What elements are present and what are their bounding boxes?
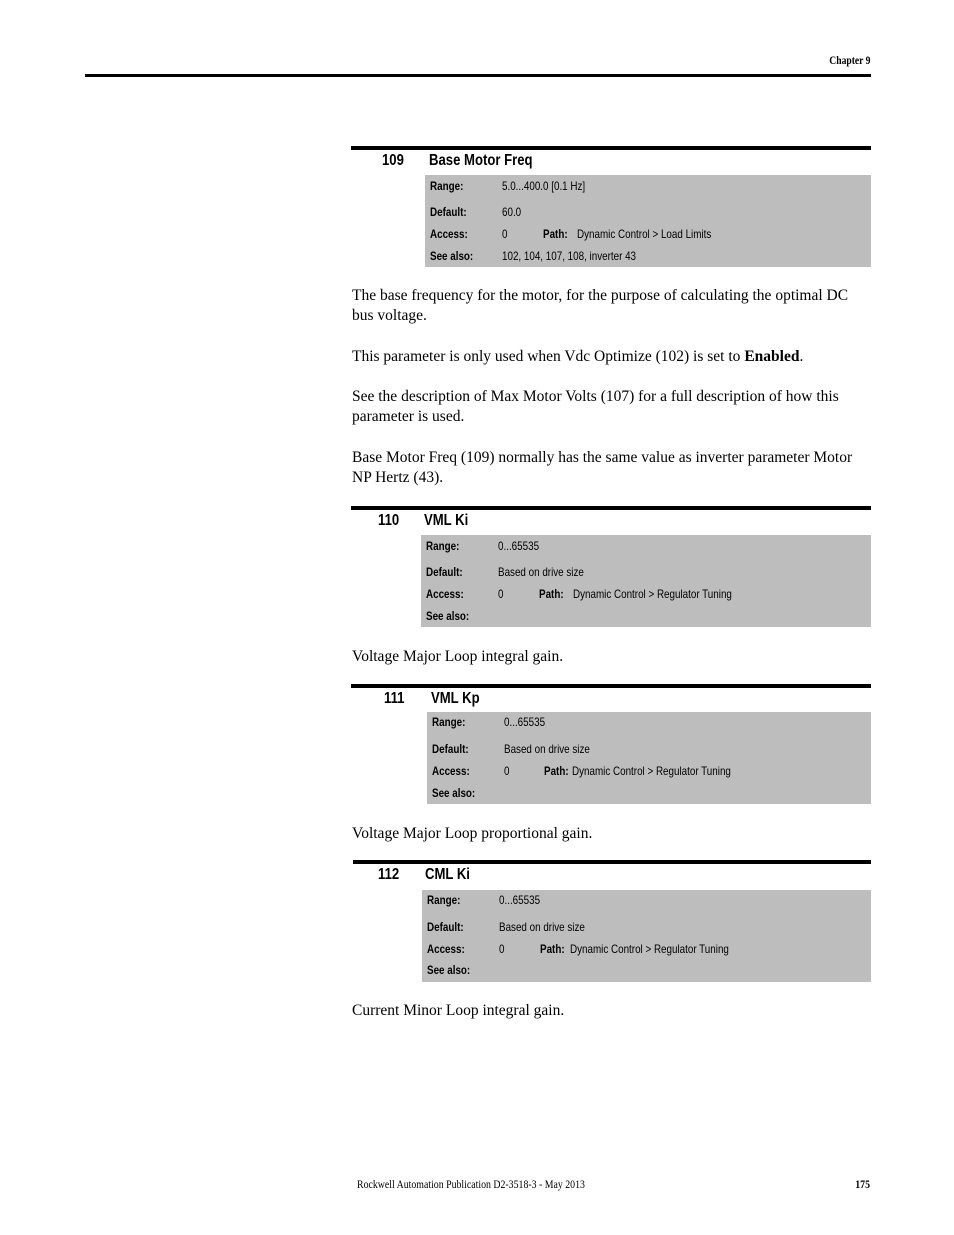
range-label: Range: — [427, 893, 461, 907]
description-paragraph: Voltage Major Loop proportional gain. — [352, 825, 593, 842]
path-value: Dynamic Control > Regulator Tuning — [570, 942, 729, 956]
param-number: 109 — [382, 152, 404, 169]
path-label: Path: — [544, 764, 569, 778]
default-label: Default: — [430, 205, 467, 219]
description-paragraph — [352, 347, 872, 367]
default-value: Based on drive size — [504, 742, 590, 756]
param-112-block — [353, 860, 871, 977]
param-109-block — [351, 146, 871, 263]
range-value: 0...65535 — [499, 893, 541, 907]
param-number: 110 — [378, 512, 400, 529]
description-paragraph: See the description of Max Motor Volts (107) for a full description of how this parameter is used. — [352, 388, 839, 425]
param-info-box — [421, 535, 871, 627]
see-also-label: See also: — [426, 609, 470, 623]
access-label: Access: — [430, 227, 468, 241]
header-rule — [85, 74, 871, 77]
see-also-label: See also: — [427, 963, 471, 977]
range-label: Range: — [432, 715, 466, 729]
access-label: Access: — [427, 942, 465, 956]
param-title: CML Ki — [425, 866, 470, 883]
param-110-block — [351, 506, 871, 623]
range-value: 0...65535 — [504, 715, 546, 729]
path-label: Path: — [540, 942, 565, 956]
path-label: Path: — [543, 227, 568, 241]
access-value: 0 — [499, 942, 505, 956]
range-value: 5.0...400.0 [0.1 Hz] — [502, 179, 586, 193]
see-also-value: 102, 104, 107, 108, inverter 43 — [502, 249, 637, 263]
path-label: Path: — [539, 587, 564, 601]
description-paragraph: The base frequency for the motor, for the purpose of calculating the optimal DC bus voltage. — [352, 287, 849, 324]
description-text: This parameter is only used when Vdc Optimize (102) is set to — [352, 348, 745, 365]
range-label: Range: — [430, 179, 464, 193]
param-number: 111 — [384, 690, 405, 707]
see-also-label: See also: — [430, 249, 474, 263]
description-paragraph: Voltage Major Loop integral gain. — [352, 648, 564, 665]
range-value: 0...65535 — [498, 539, 540, 553]
default-label: Default: — [432, 742, 469, 756]
default-value: Based on drive size — [499, 920, 585, 934]
param-info-box — [422, 890, 871, 982]
default-label: Default: — [427, 920, 464, 934]
page-number: 175 — [855, 1177, 870, 1191]
description-text: . — [799, 348, 804, 365]
footer-publication: Rockwell Automation Publication D2-3518-3 - May 2013 — [357, 1177, 585, 1191]
param-title: VML Kp — [431, 690, 480, 707]
description-paragraph: Base Motor Freq (109) normally has the same value as inverter parameter Motor NP Hertz (43). — [352, 449, 853, 486]
default-value: 60.0 — [502, 205, 522, 219]
access-label: Access: — [432, 764, 470, 778]
description-paragraph: Current Minor Loop integral gain. — [352, 1002, 565, 1019]
see-also-label: See also: — [432, 786, 476, 800]
path-value: Dynamic Control > Regulator Tuning — [573, 587, 732, 601]
path-value: Dynamic Control > Regulator Tuning — [572, 764, 731, 778]
param-title: VML Ki — [424, 512, 469, 529]
param-111-block — [351, 684, 871, 800]
path-value: Dynamic Control > Load Limits — [577, 227, 712, 241]
chapter-label: Chapter 9 — [828, 53, 870, 67]
param-info-box — [425, 175, 871, 267]
default-value: Based on drive size — [498, 565, 584, 579]
default-label: Default: — [426, 565, 463, 579]
access-value: 0 — [504, 764, 510, 778]
param-number: 112 — [378, 866, 400, 883]
access-value: 0 — [498, 587, 504, 601]
param-title: Base Motor Freq — [429, 152, 533, 169]
range-label: Range: — [426, 539, 460, 553]
param-info-box — [427, 712, 871, 804]
access-label: Access: — [426, 587, 464, 601]
access-value: 0 — [502, 227, 508, 241]
description-emphasis: Enabled — [744, 348, 800, 365]
